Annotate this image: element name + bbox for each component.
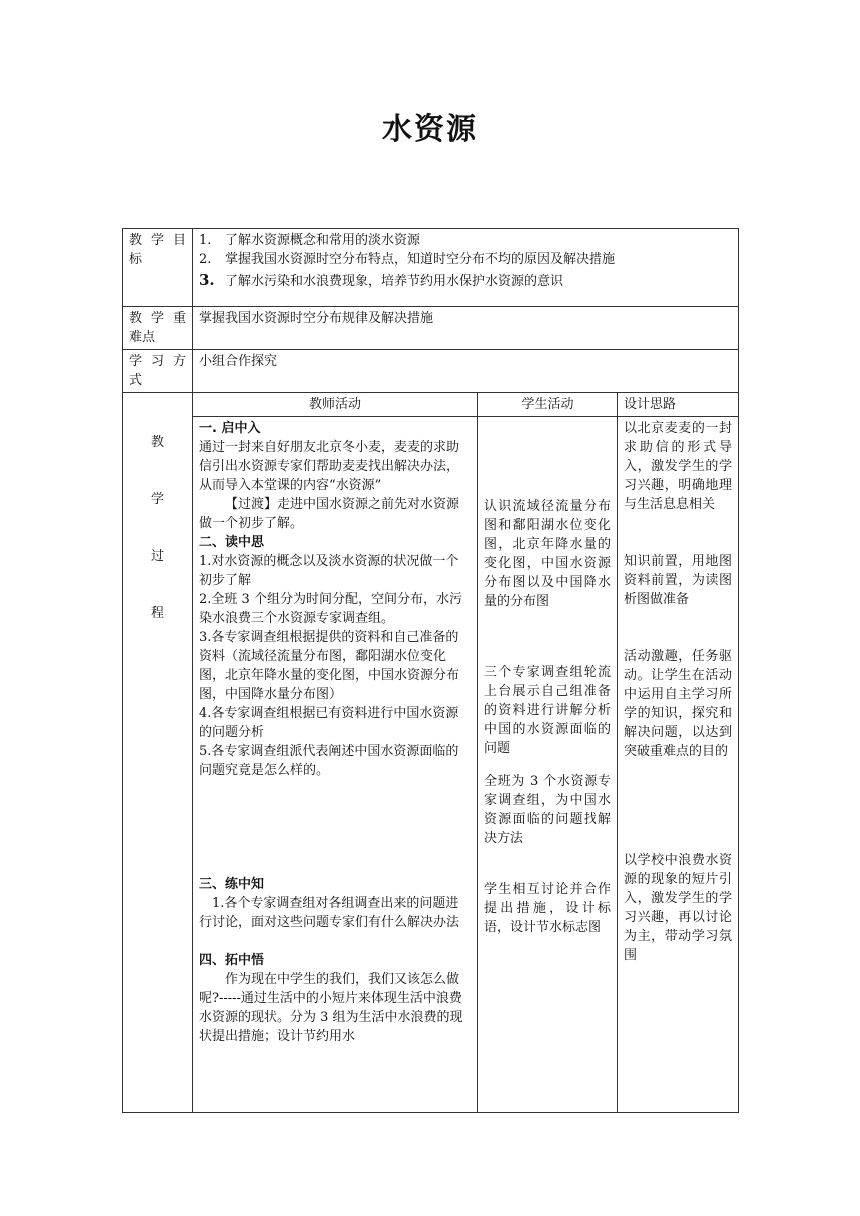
goal-item: 1. 了解水资源概念和常用的淡水资源 bbox=[199, 233, 421, 248]
design-idea: 知识前置，用地图资料前置，为读图析图做准备 bbox=[624, 554, 733, 607]
paragraph: 1.各个专家调查组对各组调查出来的问题进行讨论，面对这些问题专家们有什么解决办法 bbox=[199, 896, 460, 930]
paragraph: 作为现在中学生的我们，我们又该怎么做呢?-----通过生活中的小短片来体现生活中浪费水资源的现状。分为 3 组为生活中水浪费的现状提出措施；设计节约用水 bbox=[199, 972, 463, 1044]
process-header-row bbox=[123, 393, 739, 417]
section-title: 一. 启中入 bbox=[199, 421, 261, 436]
student-activity: 学生相互讨论并合作提出措施，设计标语，设计节水标志图 bbox=[484, 882, 611, 935]
student-activity: 三个专家调查组轮流上台展示自己组准备的资料进行讲解分析中国的水资源面临的问题 bbox=[484, 665, 611, 756]
goal-number: 1. bbox=[199, 233, 212, 248]
student-activity: 全班为 3 个水资源专家调查组，为中国水资源面临的问题找解决方法 bbox=[484, 774, 611, 846]
section-title: 四、拓中悟 bbox=[199, 953, 265, 968]
list-item: 5.各专家调查组派代表阐述中国水资源面临的问题究竟是怎么样的。 bbox=[199, 744, 459, 778]
list-item: 2.全班 3 个组分为时间分配，空间分布，水污染水浪费三个水资源专家调查组。 bbox=[199, 592, 462, 626]
paragraph: 【过渡】走进中国水资源之前先对水资源做一个初步了解。 bbox=[199, 497, 460, 531]
key-points-row bbox=[123, 307, 739, 350]
section-title: 三、练中知 bbox=[199, 877, 265, 892]
learning-method-row bbox=[123, 350, 739, 393]
page-title: 水资源 bbox=[382, 112, 478, 147]
design-idea: 活动激趣，任务驱动。让学生在活动中运用自主学习所学的知识，探究和解决问题，以达到突破重难点的目的 bbox=[624, 649, 733, 759]
process-label: 教 学 过 程 bbox=[123, 393, 193, 1113]
lesson-plan-table bbox=[122, 228, 739, 1113]
goals-content bbox=[193, 229, 739, 307]
goals-label: 教 学 目标 bbox=[123, 229, 193, 307]
list-item: 3.各专家调查组根据提供的资料和自己准备的资料（流域径流量分布图，鄱阳湖水位变化图，北京年降水量的变化图，中国水资源分布图，中国降水量分布图） bbox=[199, 630, 460, 702]
design-idea-cell bbox=[618, 417, 739, 1113]
key-points-content: 掌握我国水资源时空分布规律及解决措施 bbox=[193, 307, 739, 350]
goal-item: 3. 了解水污染和水浪费现象，培养节约用水保护水资源的意识 bbox=[199, 271, 564, 289]
process-body-row bbox=[123, 417, 739, 1113]
section-title: 二、读中思 bbox=[199, 535, 265, 550]
student-activity-cell bbox=[478, 417, 618, 1113]
list-item: 1.对水资源的概念以及淡水资源的状况做一个初步了解 bbox=[199, 554, 459, 588]
paragraph: 通过一封来自好朋友北京冬小麦，麦麦的求助信引出水资源专家们帮助麦麦找出解决办法，从而导入本堂课的内容“水资源” bbox=[199, 440, 460, 493]
learning-method-label: 学 习 方式 bbox=[123, 350, 193, 393]
goal-number: 3. bbox=[199, 271, 215, 289]
goal-item: 2. 掌握我国水资源时空分布特点，知道时空分布不均的原因及解决措施 bbox=[199, 252, 616, 267]
student-activity: 认识流域径流量分布图和鄱阳湖水位变化图，北京年降水量的变化图，中国水资源分布图以及中国降水量的分布图 bbox=[484, 499, 611, 609]
design-idea: 以学校中浪费水资源的现象的短片引入，激发学生的学习兴趣，再以讨论为主，带动学习氛围 bbox=[624, 853, 733, 963]
teacher-activity-cell bbox=[193, 417, 478, 1113]
goal-number: 2. bbox=[199, 252, 212, 267]
learning-method-content: 小组合作探究 bbox=[193, 350, 739, 393]
key-points-label: 教 学 重难点 bbox=[123, 307, 193, 350]
list-item: 4.各专家调查组根据已有资料进行中国水资源的问题分析 bbox=[199, 706, 459, 740]
design-idea-header: 设计思路 bbox=[618, 393, 739, 417]
design-idea: 以北京麦麦的一封求助信的形式导入，激发学生的学习兴趣，明确地理与生活息息相关 bbox=[624, 421, 733, 512]
teacher-activity-header: 教师活动 bbox=[193, 393, 478, 417]
student-activity-header: 学生活动 bbox=[478, 393, 618, 417]
goals-row bbox=[123, 229, 739, 307]
